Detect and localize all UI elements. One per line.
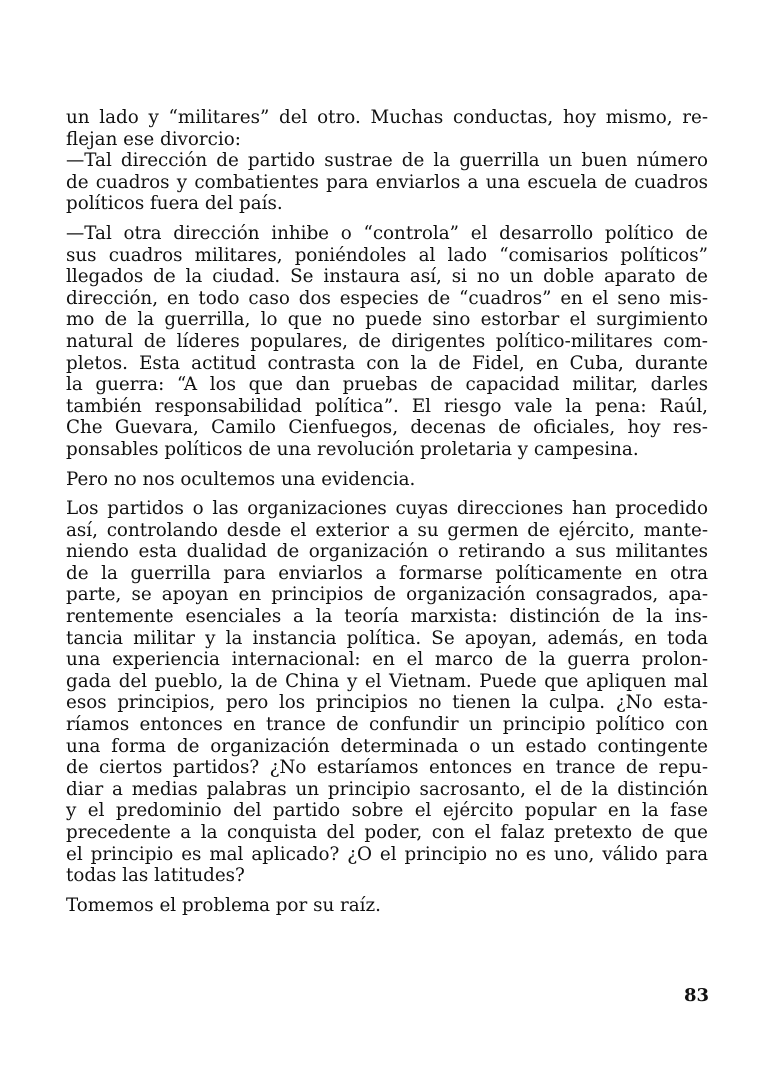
text-line: —Tal otra dirección inhibe o “controla” el desarrollo político de [66,222,708,244]
text-line: pletos. Esta actitud contrasta con la de Fidel, en Cuba, durante [66,352,708,374]
text-line: dirección, en todo caso dos especies de “cuadros” en el seno mis- [66,287,708,309]
text-line: de la guerrilla para enviarlos a formarse políticamente en otra [66,562,708,584]
paragraph [66,223,708,461]
paragraph [66,469,708,491]
text-line: y el predominio del partido sobre el ejército popular en la fase [66,800,708,822]
text-line: llegados de la ciudad. Se instaura así, si no un doble aparato de [66,266,708,288]
text-line: rentemente esenciales a la teoría marxista: distinción de la ins- [66,606,708,628]
text-line: Che Guevara, Camilo Cienfuegos, decenas de oficiales, hoy res- [66,417,708,439]
text-line: un lado y “militares” del otro. Muchas conductas, hoy mismo, re- [66,107,708,128]
text-line: gada del pueblo, la de China y el Vietnam. Puede que apliquen mal [66,670,708,692]
text-line: precedente a la conquista del poder, con el falaz pretexto de que [66,822,708,843]
text-line: Tomemos el problema por su raíz. [66,894,381,916]
body-text [66,107,708,916]
text-line: sus cuadros militares, poniéndoles al lado “comisarios políticos” [66,244,708,266]
paragraph [66,498,708,887]
text-line: de cuadros y combatientes para enviarlos a una escuela de cuadros [66,171,708,193]
text-line: Pero no nos ocultemos una evidencia. [66,468,416,490]
text-line: niendo esta dualidad de organización o retirando a sus militantes [66,541,708,563]
text-line: también responsabilidad política”. El riesgo vale la pena: Raúl, [66,395,708,417]
text-line: así, controlando desde el exterior a su germen de ejército, mante- [66,519,708,541]
text-line: natural de líderes populares, de dirigentes político-militares com- [66,330,708,352]
paragraph [66,107,708,150]
text-line: —Tal dirección de partido sustrae de la guerrilla un buen número [66,150,708,172]
text-line: tancia militar y la instancia política. Se apoyan, además, en toda [66,627,708,649]
text-line: la guerra: “A los que dan pruebas de capacidad militar, darles [66,374,708,396]
text-line: una experiencia internacional: en el marco de la guerra prolon- [66,649,708,671]
text-line: el principio es mal aplicado? ¿O el principio no es uno, válido para [66,843,708,865]
text-line: Los partidos o las organizaciones cuyas direcciones han procedido [66,498,708,520]
text-line: una forma de organización determinada o un estado contingente [66,735,708,757]
text-line: diar a medias palabras un principio sacrosanto, el de la distinción [66,778,708,800]
paragraph [66,895,708,917]
text-line: esos principios, pero los principios no tienen la culpa. ¿No esta- [66,692,708,714]
text-line: mo de la guerrilla, lo que no puede sino estorbar el surgimiento [66,309,708,331]
text-line: ponsables políticos de una revolución proletaria y campesina. [66,438,639,460]
text-line: políticos fuera del país. [66,193,283,215]
text-line: ríamos entonces en trance de confundir un principio político con [66,714,708,736]
text-line: flejan ese divorcio: [66,128,241,150]
text-line: todas las latitudes? [66,865,245,887]
text-line: de ciertos partidos? ¿No estaríamos entonces en trance de repu- [66,757,708,779]
page-number: 83 [683,985,709,1006]
paragraph [66,150,708,215]
text-line: parte, se apoyan en principios de organización consagrados, apa- [66,584,708,606]
